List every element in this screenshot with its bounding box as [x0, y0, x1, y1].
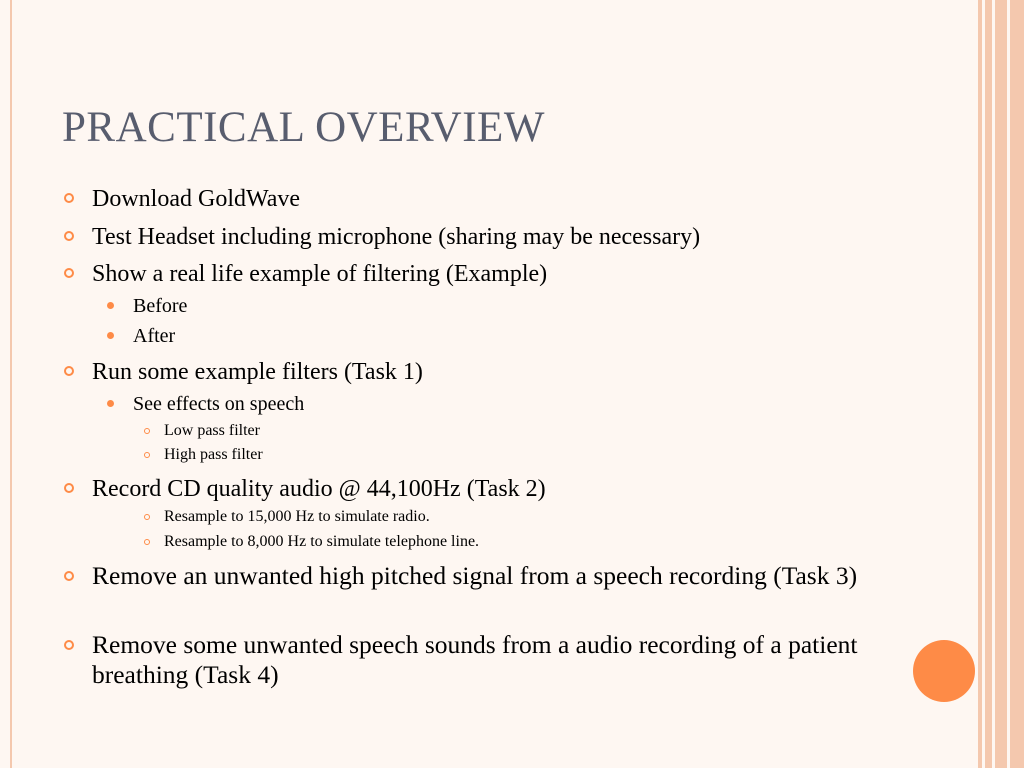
bullet-item — [92, 561, 922, 591]
bullet-item — [92, 357, 423, 387]
ring-bullet-icon — [64, 268, 74, 278]
ring-bullet-icon — [144, 514, 150, 520]
ring-bullet-icon — [144, 428, 150, 434]
right-border-stripe — [978, 0, 982, 768]
bullet-text: After — [133, 325, 176, 347]
ring-bullet-icon — [144, 452, 150, 458]
ring-bullet-icon — [64, 366, 74, 376]
ring-bullet-icon — [144, 539, 150, 545]
bullet-item — [92, 474, 546, 504]
bullet-text: Test Headset including microphone (sharing may be necessary) — [92, 224, 701, 250]
ring-bullet-icon — [64, 193, 74, 203]
bullet-text: Low pass filter — [164, 422, 260, 439]
sub-bullet-item — [133, 391, 304, 417]
slide-title: PRACTICAL OVERVIEW — [62, 104, 545, 151]
dot-bullet-icon — [107, 302, 114, 309]
bullet-text: Run some example filters (Task 1) — [92, 359, 423, 385]
bullet-text: Resample to 15,000 Hz to simulate radio. — [164, 508, 430, 525]
bullet-text: Download GoldWave — [92, 186, 301, 212]
bullet-item — [92, 184, 300, 214]
bullet-text: Before — [133, 295, 188, 317]
sub-bullet-item — [133, 293, 187, 319]
bullet-text: Remove some unwanted speech sounds from a audio recording of a patient breathing (Task 4) — [92, 630, 858, 689]
sub-sub-bullet-item — [164, 507, 430, 527]
ring-bullet-icon — [64, 640, 74, 650]
sub-sub-bullet-item — [164, 421, 260, 441]
ring-bullet-icon — [64, 483, 74, 493]
bullet-text: See effects on speech — [133, 393, 305, 415]
sub-sub-bullet-item — [164, 532, 479, 552]
right-border-stripe — [995, 0, 1007, 768]
bullet-text: Resample to 8,000 Hz to simulate telephone line. — [164, 533, 480, 550]
bullet-text: Remove an unwanted high pitched signal from a speech recording (Task 3) — [92, 561, 858, 590]
dot-bullet-icon — [107, 332, 114, 339]
bullet-item — [92, 259, 547, 289]
right-border-stripe — [985, 0, 992, 768]
sub-bullet-item — [133, 323, 175, 349]
bullet-item — [92, 222, 700, 252]
right-border-stripe — [1010, 0, 1024, 768]
ring-bullet-icon — [64, 231, 74, 241]
bullet-text: Record CD quality audio @ 44,100Hz (Task 2) — [92, 476, 546, 502]
ring-bullet-icon — [64, 571, 74, 581]
decorative-circle — [913, 640, 975, 702]
sub-sub-bullet-item — [164, 445, 263, 465]
dot-bullet-icon — [107, 400, 114, 407]
bullet-text: Show a real life example of filtering (Example) — [92, 261, 548, 287]
bullet-item — [92, 630, 922, 690]
bullet-text: High pass filter — [164, 446, 263, 463]
left-border-line — [10, 0, 12, 768]
